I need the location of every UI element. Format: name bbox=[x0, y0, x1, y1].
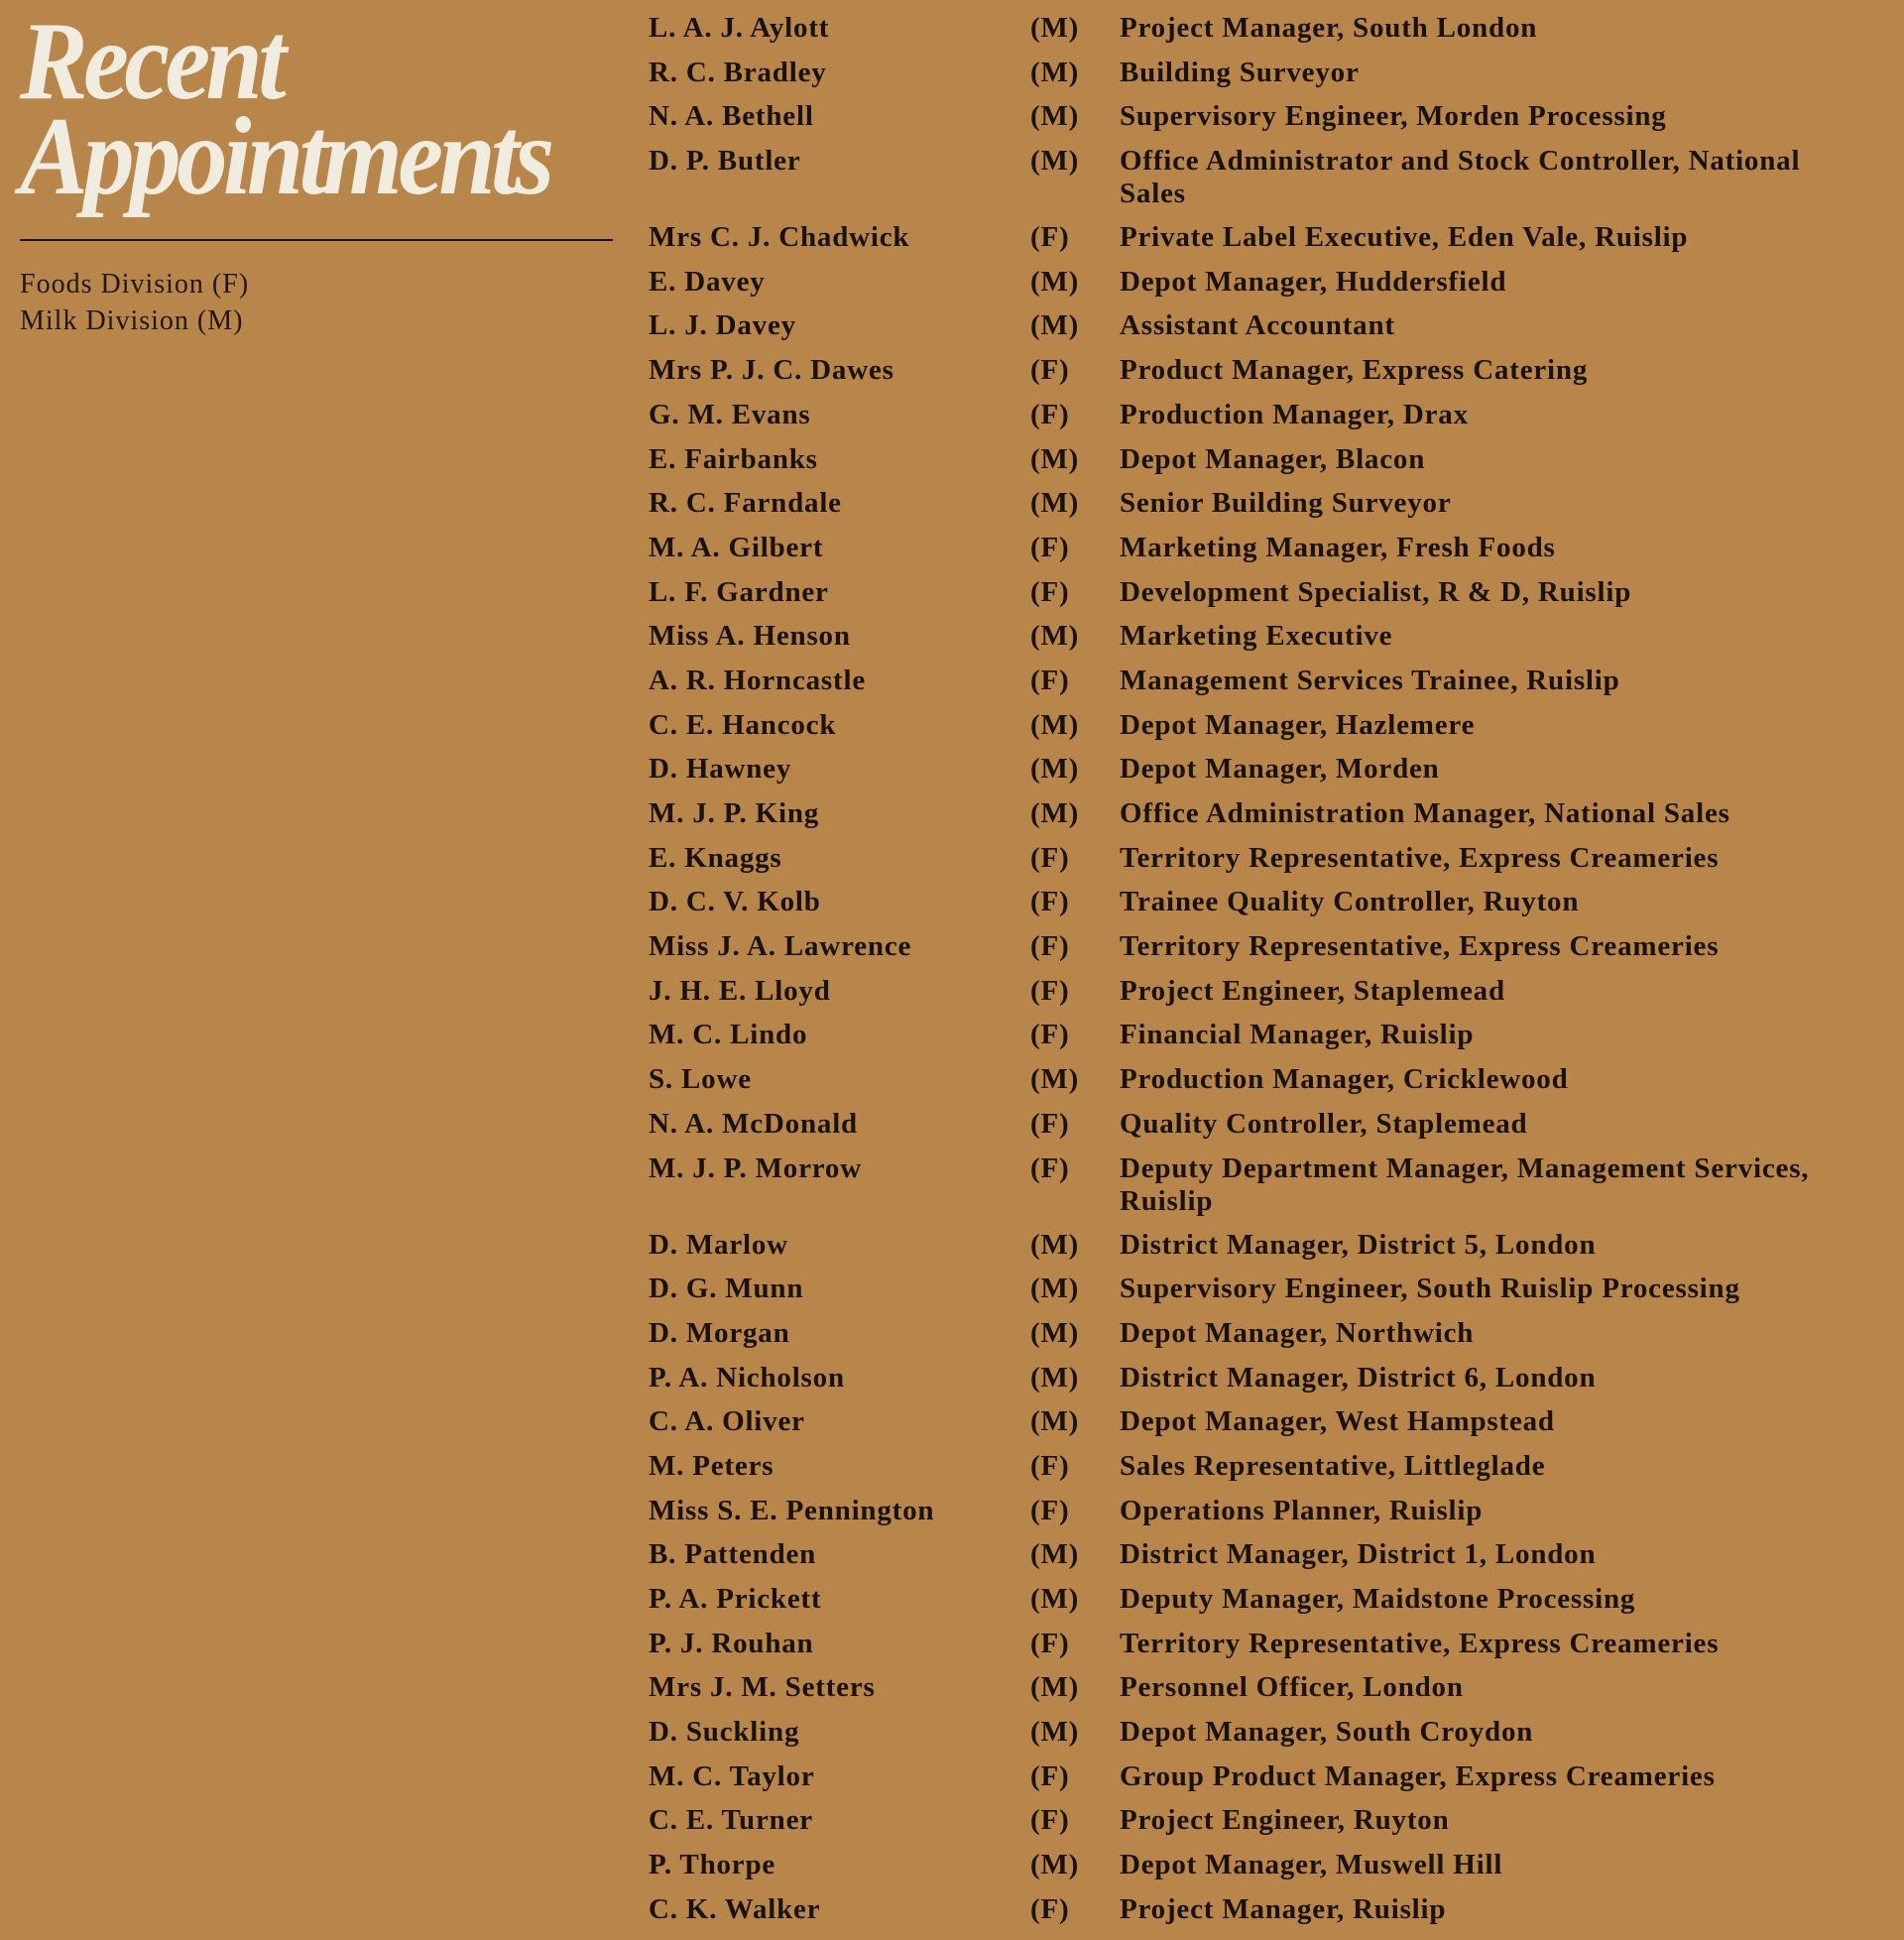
division-code: (F) bbox=[1030, 930, 1070, 963]
appointee-name: D. P. Butler bbox=[649, 145, 801, 178]
appointment-row bbox=[649, 753, 1898, 797]
appointee-name: E. Davey bbox=[649, 265, 766, 298]
appointee-name: R. C. Bradley bbox=[649, 56, 827, 88]
position-title: Depot Manager, Hazlemere bbox=[1120, 708, 1476, 741]
appointment-row bbox=[649, 100, 1898, 145]
division-code: (M) bbox=[1030, 1583, 1080, 1615]
division-code: (M) bbox=[1030, 1538, 1080, 1571]
position-title: Group Product Manager, Express Creameries bbox=[1120, 1759, 1716, 1792]
appointment-row bbox=[649, 886, 1898, 930]
appointee-name: D. Suckling bbox=[649, 1716, 800, 1749]
position-title: Production Manager, Drax bbox=[1120, 398, 1469, 430]
appointee-name: L. J. Davey bbox=[649, 309, 796, 342]
position-title: Marketing Executive bbox=[1120, 620, 1393, 653]
division-code: (F) bbox=[1030, 1494, 1070, 1526]
division-code: (F) bbox=[1030, 664, 1070, 696]
division-code: (F) bbox=[1030, 1449, 1070, 1482]
appointment-row bbox=[649, 842, 1898, 887]
division-code: (M) bbox=[1030, 1316, 1080, 1349]
legend-foods-division: Foods Division (F) bbox=[20, 269, 250, 300]
appointment-row bbox=[649, 532, 1898, 576]
appointment-row bbox=[649, 57, 1898, 101]
appointee-name: L. A. J. Aylott bbox=[649, 12, 830, 44]
appointee-name: Mrs J. M. Setters bbox=[649, 1671, 876, 1704]
position-title: Product Manager, Express Catering bbox=[1120, 354, 1589, 387]
appointee-name: Mrs C. J. Chadwick bbox=[649, 221, 910, 254]
appointee-name: P. Thorpe bbox=[649, 1849, 776, 1881]
appointee-name: B. Pattenden bbox=[649, 1538, 817, 1571]
division-code: (M) bbox=[1030, 620, 1080, 653]
division-code: (M) bbox=[1030, 1273, 1080, 1305]
appointee-name: Miss S. E. Pennington bbox=[649, 1494, 935, 1526]
appointment-row bbox=[649, 1893, 1898, 1938]
division-code: (M) bbox=[1030, 1228, 1080, 1261]
appointee-name: D. Morgan bbox=[649, 1316, 790, 1349]
position-title: Office Administrator and Stock Controller, National Sales bbox=[1120, 145, 1801, 210]
appointment-row bbox=[649, 1760, 1898, 1805]
appointee-name: C. E. Hancock bbox=[649, 708, 837, 741]
division-code: (M) bbox=[1030, 1405, 1080, 1438]
appointment-row bbox=[649, 1628, 1898, 1672]
appointee-name: P. J. Rouhan bbox=[649, 1627, 814, 1659]
position-title: District Manager, District 6, London bbox=[1120, 1361, 1597, 1394]
appointment-row bbox=[649, 487, 1898, 532]
appointment-row bbox=[649, 576, 1898, 621]
position-title: Management Services Trainee, Ruislip bbox=[1120, 664, 1620, 696]
title-line-1: Recent bbox=[20, 0, 283, 123]
appointment-row bbox=[649, 1362, 1898, 1406]
appointee-name: S. Lowe bbox=[649, 1063, 752, 1096]
appointment-row bbox=[649, 1583, 1898, 1628]
position-title: Depot Manager, Muswell Hill bbox=[1120, 1849, 1503, 1881]
appointment-row bbox=[649, 797, 1898, 842]
appointee-name: C. E. Turner bbox=[649, 1804, 813, 1837]
division-code: (F) bbox=[1030, 1759, 1070, 1792]
position-title: Project Engineer, Staplemead bbox=[1120, 974, 1505, 1007]
appointment-row bbox=[649, 1019, 1898, 1063]
position-title: District Manager, District 5, London bbox=[1120, 1228, 1597, 1261]
division-code: (M) bbox=[1030, 1716, 1080, 1749]
appointee-name: J. H. E. Lloyd bbox=[649, 974, 831, 1007]
division-code: (M) bbox=[1030, 265, 1080, 298]
position-title: Sales Representative, Littleglade bbox=[1120, 1449, 1546, 1482]
title-line-2: Appointments bbox=[20, 95, 550, 218]
appointee-name: R. C. Farndale bbox=[649, 487, 842, 520]
appointee-name: C. K. Walker bbox=[649, 1892, 821, 1925]
division-code: (M) bbox=[1030, 1361, 1080, 1394]
position-title: Depot Manager, West Hampstead bbox=[1120, 1405, 1555, 1438]
appointment-row bbox=[649, 1671, 1898, 1716]
position-title: Development Specialist, R & D, Ruislip bbox=[1120, 575, 1632, 608]
position-title: Marketing Manager, Fresh Foods bbox=[1120, 531, 1556, 563]
appointment-row bbox=[649, 1152, 1898, 1229]
appointee-name: A. R. Horncastle bbox=[649, 664, 866, 696]
position-title: Operations Planner, Ruislip bbox=[1120, 1494, 1484, 1526]
appointee-name: Miss J. A. Lawrence bbox=[649, 930, 912, 963]
appointment-row bbox=[649, 1538, 1898, 1583]
division-code: (F) bbox=[1030, 531, 1070, 563]
appointment-row bbox=[649, 145, 1898, 221]
appointee-name: M. Peters bbox=[649, 1449, 774, 1482]
appointment-row bbox=[649, 620, 1898, 665]
division-code: (M) bbox=[1030, 309, 1080, 342]
appointment-row bbox=[649, 709, 1898, 754]
division-code: (M) bbox=[1030, 1063, 1080, 1096]
position-title: Private Label Executive, Eden Vale, Ruislip bbox=[1120, 221, 1689, 254]
appointee-name: M. J. P. Morrow bbox=[649, 1152, 862, 1184]
appointment-row bbox=[649, 1063, 1898, 1108]
appointee-name: M. C. Taylor bbox=[649, 1759, 815, 1792]
appointee-name: D. G. Munn bbox=[649, 1273, 804, 1305]
division-code: (F) bbox=[1030, 575, 1070, 608]
appointment-row bbox=[649, 354, 1898, 399]
appointment-row bbox=[649, 665, 1898, 709]
appointee-name: M. J. P. King bbox=[649, 797, 820, 829]
division-code: (F) bbox=[1030, 1152, 1070, 1184]
position-title: Project Engineer, Ruyton bbox=[1120, 1804, 1450, 1837]
appointee-name: N. A. McDonald bbox=[649, 1107, 858, 1140]
appointee-name: N. A. Bethell bbox=[649, 100, 814, 133]
division-code: (M) bbox=[1030, 12, 1080, 44]
appointee-name: M. C. Lindo bbox=[649, 1019, 808, 1051]
position-title: Depot Manager, Huddersfield bbox=[1120, 265, 1507, 298]
appointment-row bbox=[649, 221, 1898, 266]
division-code: (F) bbox=[1030, 841, 1070, 874]
position-title: Building Surveyor bbox=[1120, 56, 1360, 88]
appointment-row bbox=[649, 975, 1898, 1020]
division-code: (M) bbox=[1030, 145, 1080, 178]
division-code: (F) bbox=[1030, 354, 1070, 387]
position-title: Financial Manager, Ruislip bbox=[1120, 1019, 1475, 1051]
appointee-name: Miss A. Henson bbox=[649, 620, 851, 653]
division-code: (F) bbox=[1030, 974, 1070, 1007]
appointment-row bbox=[649, 1804, 1898, 1849]
position-title: Deputy Manager, Maidstone Processing bbox=[1120, 1583, 1636, 1615]
division-code: (F) bbox=[1030, 1627, 1070, 1659]
left-panel bbox=[20, 0, 615, 336]
divider-rule bbox=[20, 239, 613, 241]
position-title: Office Administration Manager, National Sales bbox=[1120, 797, 1730, 829]
appointee-name: P. A. Prickett bbox=[649, 1583, 822, 1615]
division-code: (M) bbox=[1030, 1849, 1080, 1881]
division-code: (F) bbox=[1030, 886, 1070, 918]
position-title: District Manager, District 1, London bbox=[1120, 1538, 1597, 1571]
appointee-name: M. A. Gilbert bbox=[649, 531, 824, 563]
division-code: (M) bbox=[1030, 708, 1080, 741]
appointment-row bbox=[649, 266, 1898, 310]
division-code: (M) bbox=[1030, 797, 1080, 829]
position-title: Depot Manager, Northwich bbox=[1120, 1316, 1475, 1349]
appointment-row bbox=[649, 1405, 1898, 1450]
position-title: Project Manager, South London bbox=[1120, 12, 1538, 44]
division-code: (M) bbox=[1030, 56, 1080, 88]
position-title: Personnel Officer, London bbox=[1120, 1671, 1464, 1704]
position-title: Depot Manager, South Croydon bbox=[1120, 1716, 1534, 1749]
appointee-name: G. M. Evans bbox=[649, 398, 811, 430]
appointment-row bbox=[649, 1716, 1898, 1760]
appointee-name: D. Marlow bbox=[649, 1228, 788, 1261]
position-title: Territory Representative, Express Creameries bbox=[1120, 1627, 1720, 1659]
appointee-name: C. A. Oliver bbox=[649, 1405, 805, 1438]
appointment-row bbox=[649, 1229, 1898, 1273]
division-legend bbox=[20, 266, 249, 339]
appointee-name: P. A. Nicholson bbox=[649, 1361, 845, 1394]
division-code: (F) bbox=[1030, 1019, 1070, 1051]
position-title: Quality Controller, Staplemead bbox=[1120, 1107, 1528, 1140]
appointment-row bbox=[649, 443, 1898, 488]
legend-milk-division: Milk Division (M) bbox=[20, 305, 244, 336]
appointee-name: E. Knaggs bbox=[649, 841, 782, 874]
appointee-name: E. Fairbanks bbox=[649, 442, 818, 475]
position-title: Depot Manager, Morden bbox=[1120, 753, 1440, 786]
division-code: (M) bbox=[1030, 753, 1080, 786]
appointment-row bbox=[649, 12, 1898, 57]
appointee-name: D. C. V. Kolb bbox=[649, 886, 821, 918]
appointment-row bbox=[649, 399, 1898, 443]
position-title: Trainee Quality Controller, Ruyton bbox=[1120, 886, 1580, 918]
appointee-name: L. F. Gardner bbox=[649, 575, 829, 608]
appointment-row bbox=[649, 309, 1898, 354]
appointee-name: D. Hawney bbox=[649, 753, 792, 786]
appointment-row bbox=[649, 1450, 1898, 1495]
position-title: Territory Representative, Express Creameries bbox=[1120, 930, 1720, 963]
division-code: (M) bbox=[1030, 100, 1080, 133]
appointment-row bbox=[649, 930, 1898, 975]
appointment-row bbox=[649, 1108, 1898, 1152]
division-code: (F) bbox=[1030, 221, 1070, 254]
position-title: Deputy Department Manager, Management Services, Ruislip bbox=[1120, 1152, 1810, 1217]
division-code: (M) bbox=[1030, 1671, 1080, 1704]
division-code: (F) bbox=[1030, 1804, 1070, 1837]
appointment-row bbox=[649, 1495, 1898, 1539]
page-title bbox=[20, 0, 567, 218]
appointments-list bbox=[649, 12, 1898, 1938]
position-title: Assistant Accountant bbox=[1120, 309, 1395, 342]
division-code: (F) bbox=[1030, 1892, 1070, 1925]
position-title: Territory Representative, Express Creameries bbox=[1120, 841, 1720, 874]
position-title: Supervisory Engineer, Morden Processing bbox=[1120, 100, 1667, 133]
division-code: (M) bbox=[1030, 487, 1080, 520]
appointee-name: Mrs P. J. C. Dawes bbox=[649, 354, 894, 387]
division-code: (M) bbox=[1030, 442, 1080, 475]
position-title: Production Manager, Cricklewood bbox=[1120, 1063, 1569, 1096]
appointment-row bbox=[649, 1849, 1898, 1893]
position-title: Senior Building Surveyor bbox=[1120, 487, 1452, 520]
appointment-row bbox=[649, 1273, 1898, 1317]
appointment-row bbox=[649, 1317, 1898, 1362]
division-code: (F) bbox=[1030, 1107, 1070, 1140]
position-title: Project Manager, Ruislip bbox=[1120, 1892, 1447, 1925]
position-title: Depot Manager, Blacon bbox=[1120, 442, 1426, 475]
position-title: Supervisory Engineer, South Ruislip Processing bbox=[1120, 1273, 1740, 1305]
division-code: (F) bbox=[1030, 398, 1070, 430]
